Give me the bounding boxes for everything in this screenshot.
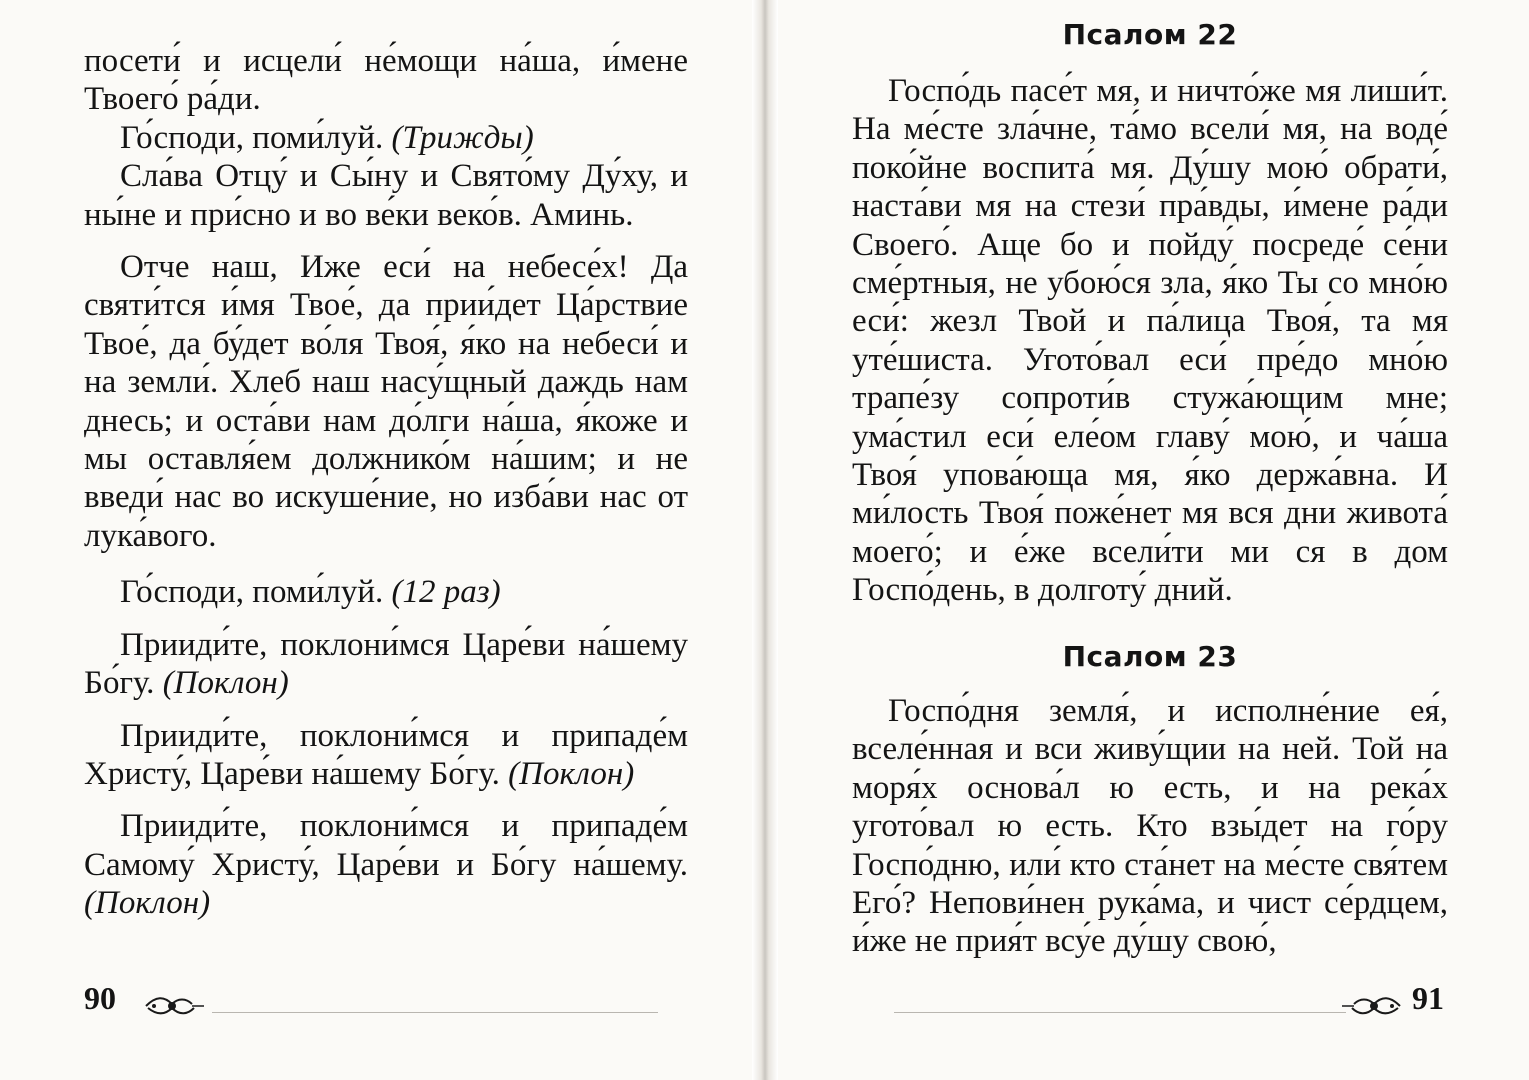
psalm-22-text-block xyxy=(852,72,1448,610)
rubric-note: (Поклон) xyxy=(84,885,211,922)
psalm-22-text: Госпо́дь пасе́т мя, и ничто́же мя лиши́т. На ме́сте зла́чне, та́мо всели́ мя, на воде́ поко́йне воспита́ мя. Ду́шу мою́ обрати́, наста́ви мя на стези́ пра́вды, и́мене ра́ди Своего́. Аще бо и пойду́ посреде́ се́ни сме́ртныя, не убою́ся зла, я́ко Ты со мно́ю еси́: жезл Твой и па́лица Твоя́, та мя уте́шиста. Угото́вал еси́ пре́до мно́ю трапе́зу сопроти́в стужа́ющим мне; ума́стил еси́ еле́ом главу́ мою́, и ча́ша Твоя́ упова́юща мя, я́ко держа́вна. И ми́лость Твоя́ поже́нет мя вся дни живота́ моего́; и е́же всели́ти ми ся в дом Госпо́день, в долготу́ дний. xyxy=(852,73,1448,609)
paragraph xyxy=(84,573,688,611)
paragraph-text: посети́ и исцели́ не́мощи на́ша, и́мене Твоего́ ра́ди. xyxy=(84,43,688,118)
book-gutter xyxy=(752,0,778,1080)
paragraph xyxy=(852,72,1448,610)
page-number: 91 xyxy=(1412,980,1444,1016)
rubric-note: (12 раз) xyxy=(391,574,501,611)
floral-ornament-icon xyxy=(142,992,206,1020)
psalm-23-text-block xyxy=(852,692,1448,961)
paragraph-text: Прииди́те, поклони́мся и припаде́м Христу́, Царе́ви на́шему Бо́гу. xyxy=(84,717,688,792)
paragraph xyxy=(84,42,688,119)
paragraph-text: Го́споди, поми́луй. xyxy=(120,574,392,611)
floral-ornament-icon xyxy=(1340,992,1404,1020)
right-page xyxy=(778,0,1529,1080)
paragraph xyxy=(84,157,688,234)
page-number: 90 xyxy=(84,980,116,1016)
paragraph-text: Отче наш, Иже еси́ на небесе́х! Да святи́тся и́мя Твое́, да прии́дет Ца́рствие Твое́, да бу́дет во́ля Твоя́, я́ко на небеси́ и на земли́. Хлеб наш насу́щный даждь нам днесь; и оста́ви нам до́лги на́ша, я́коже и мы оставля́ем должнико́м на́шим; и не введи́ нас во искуше́ние, но изба́ви нас от лука́вого. xyxy=(84,249,688,554)
paragraph xyxy=(84,807,688,922)
paragraph xyxy=(84,717,688,794)
left-page xyxy=(0,0,752,1080)
paragraph xyxy=(84,119,688,157)
paragraph-text: Сла́ва Отцу́ и Сы́ну и Свято́му Ду́ху, и ны́не и при́сно и во ве́ки веко́в. Аминь. xyxy=(84,158,688,233)
footer-rule xyxy=(894,1012,1346,1013)
paragraph xyxy=(84,626,688,703)
paragraph xyxy=(852,692,1448,961)
footer-rule xyxy=(212,1012,658,1013)
paragraph-text: Прииди́те, поклони́мся и припаде́м Самому́ Христу́, Царе́ви и Бо́гу на́шему. xyxy=(84,808,688,883)
left-page-text xyxy=(84,42,688,923)
paragraph-text: Прииди́те, поклони́мся Царе́ви на́шему Бо́гу. xyxy=(84,626,688,702)
rubric-note: (Поклон) xyxy=(508,755,635,792)
psalm-23-text: Госпо́дня земля́, и исполне́ние ея́, вселе́нная и вси живу́щии на ней. Той на моря́х основа́л ю есть, и на река́х угото́вал ю есть. Кто взы́дет на го́ру Госпо́дню, или́ кто ста́нет на ме́сте свя́тем Его́? Непови́нен рука́ма, и чист се́рдцем, и́же не прия́т всу́е ду́шу свою́, xyxy=(852,693,1448,960)
psalm-22-heading: Псалом 22 xyxy=(1062,18,1238,51)
rubric-note: (Трижды) xyxy=(391,119,534,156)
paragraph xyxy=(84,248,688,555)
psalm-23-heading: Псалом 23 xyxy=(1062,640,1238,673)
paragraph-text: Го́споди, поми́луй. xyxy=(120,119,392,156)
rubric-note: (Поклон) xyxy=(162,665,289,702)
